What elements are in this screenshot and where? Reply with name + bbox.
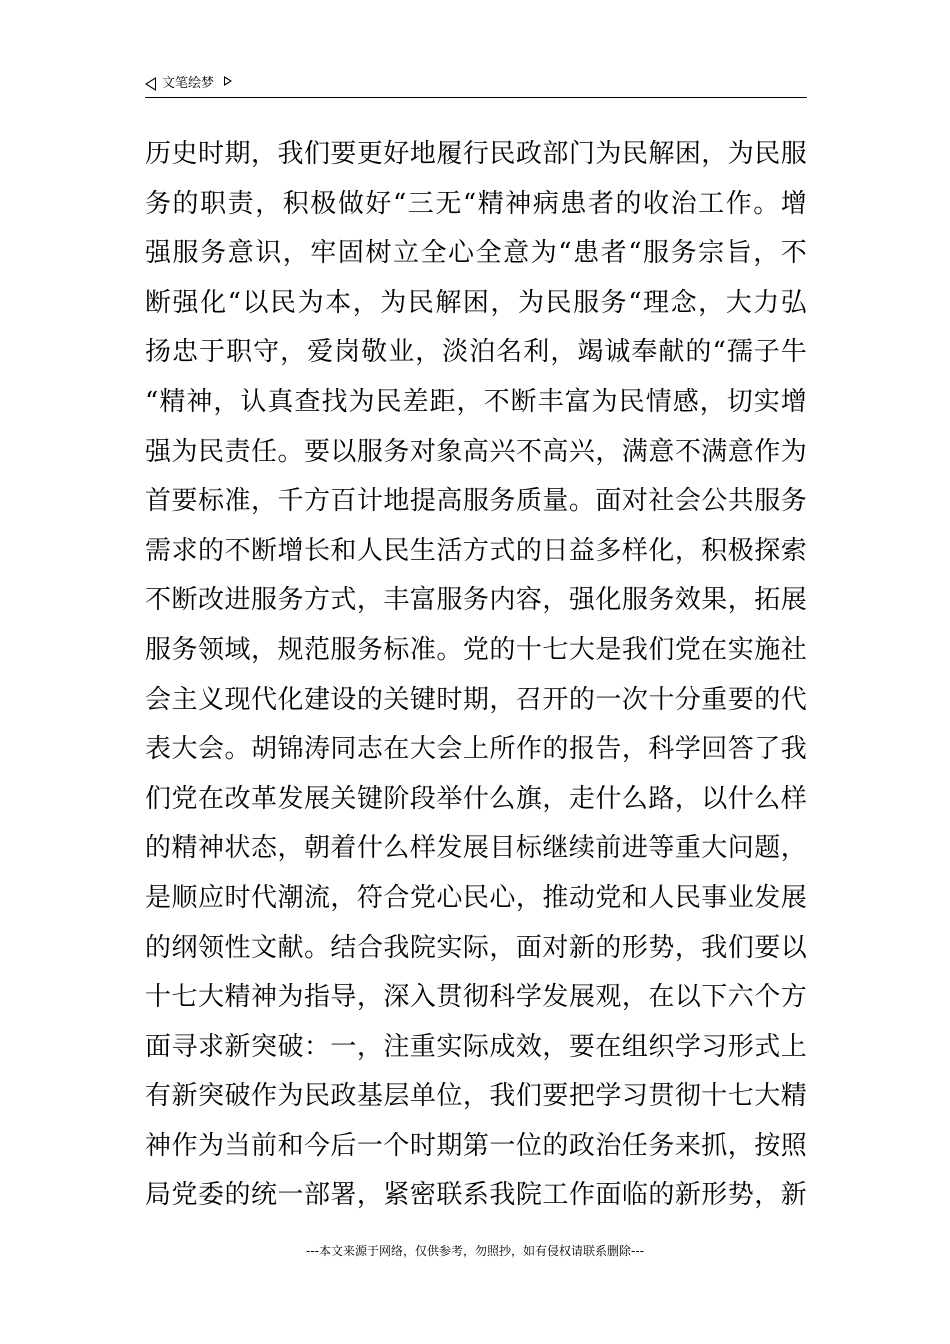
text-line: 面寻求新突破：一，注重实际成效，要在组织学习形式上 (145, 1031, 807, 1062)
triangle-right-icon (224, 76, 232, 86)
text-line: 神作为当前和今后一个时期第一位的政治任务来抓，按照 (145, 1130, 807, 1161)
text-line: 需求的不断增长和人民生活方式的日益多样化，积极探索 (145, 535, 807, 566)
text-line: 的精神状态，朝着什么样发展目标继续前进等重大问题， (145, 833, 807, 864)
text-line: 会主义现代化建设的关键时期，召开的一次十分重要的代 (145, 684, 807, 715)
page-header (145, 72, 807, 98)
text-line: 强为民责任。要以服务对象高兴不高兴，满意不满意作为 (145, 436, 807, 467)
text-line: 是顺应时代潮流，符合党心民心，推动党和人民事业发展 (145, 882, 807, 913)
footer-notice: ---本文来源于网络，仅供参考，勿照抄，如有侵权请联系删除--- (306, 1244, 644, 1258)
triangle-left-icon (145, 77, 156, 91)
text-line: 历史时期，我们要更好地履行民政部门为民解困，为民服 (145, 139, 807, 169)
text-line: 服务领域，规范服务标准。党的十七大是我们党在实施社 (145, 634, 807, 665)
text-line: 十七大精神为指导，深入贯彻科学发展观，在以下六个方 (145, 982, 807, 1013)
text-line: “精神，认真查找为民差距，不断丰富为民情感，切实增 (145, 386, 807, 417)
text-line: 首要标准，千方百计地提高服务质量。面对社会公共服务 (145, 486, 807, 517)
text-line: 扬忠于职守，爱岗敬业，淡泊名利，竭诚奉献的“孺子牛 (145, 337, 807, 368)
text-line: 不断改进服务方式，丰富服务内容，强化服务效果，拓展 (145, 585, 807, 616)
text-line: 局党委的统一部署，紧密联系我院工作面临的新形势，新 (145, 1180, 807, 1211)
text-line: 断强化“以民为本，为民解困，为民服务“理念，大力弘 (145, 287, 807, 318)
brand-name: 文笔绘梦 (162, 76, 215, 91)
text-line: 务的职责，积极做好“三无“精神病患者的收治工作。增 (145, 188, 807, 219)
text-line: 有新突破作为民政基层单位，我们要把学习贯彻十七大精 (145, 1081, 807, 1112)
text-line: 强服务意识，牢固树立全心全意为“患者“服务宗旨，不 (145, 238, 807, 269)
text-line: 的纲领性文献。结合我院实际，面对新的形势，我们要以 (145, 932, 807, 963)
text-line: 们党在改革发展关键阶段举什么旗，走什么路，以什么样 (145, 783, 807, 814)
text-line: 表大会。胡锦涛同志在大会上所作的报告，科学回答了我 (145, 734, 807, 765)
header-row (145, 72, 807, 96)
header-divider (145, 97, 807, 98)
document-body (145, 130, 807, 1221)
